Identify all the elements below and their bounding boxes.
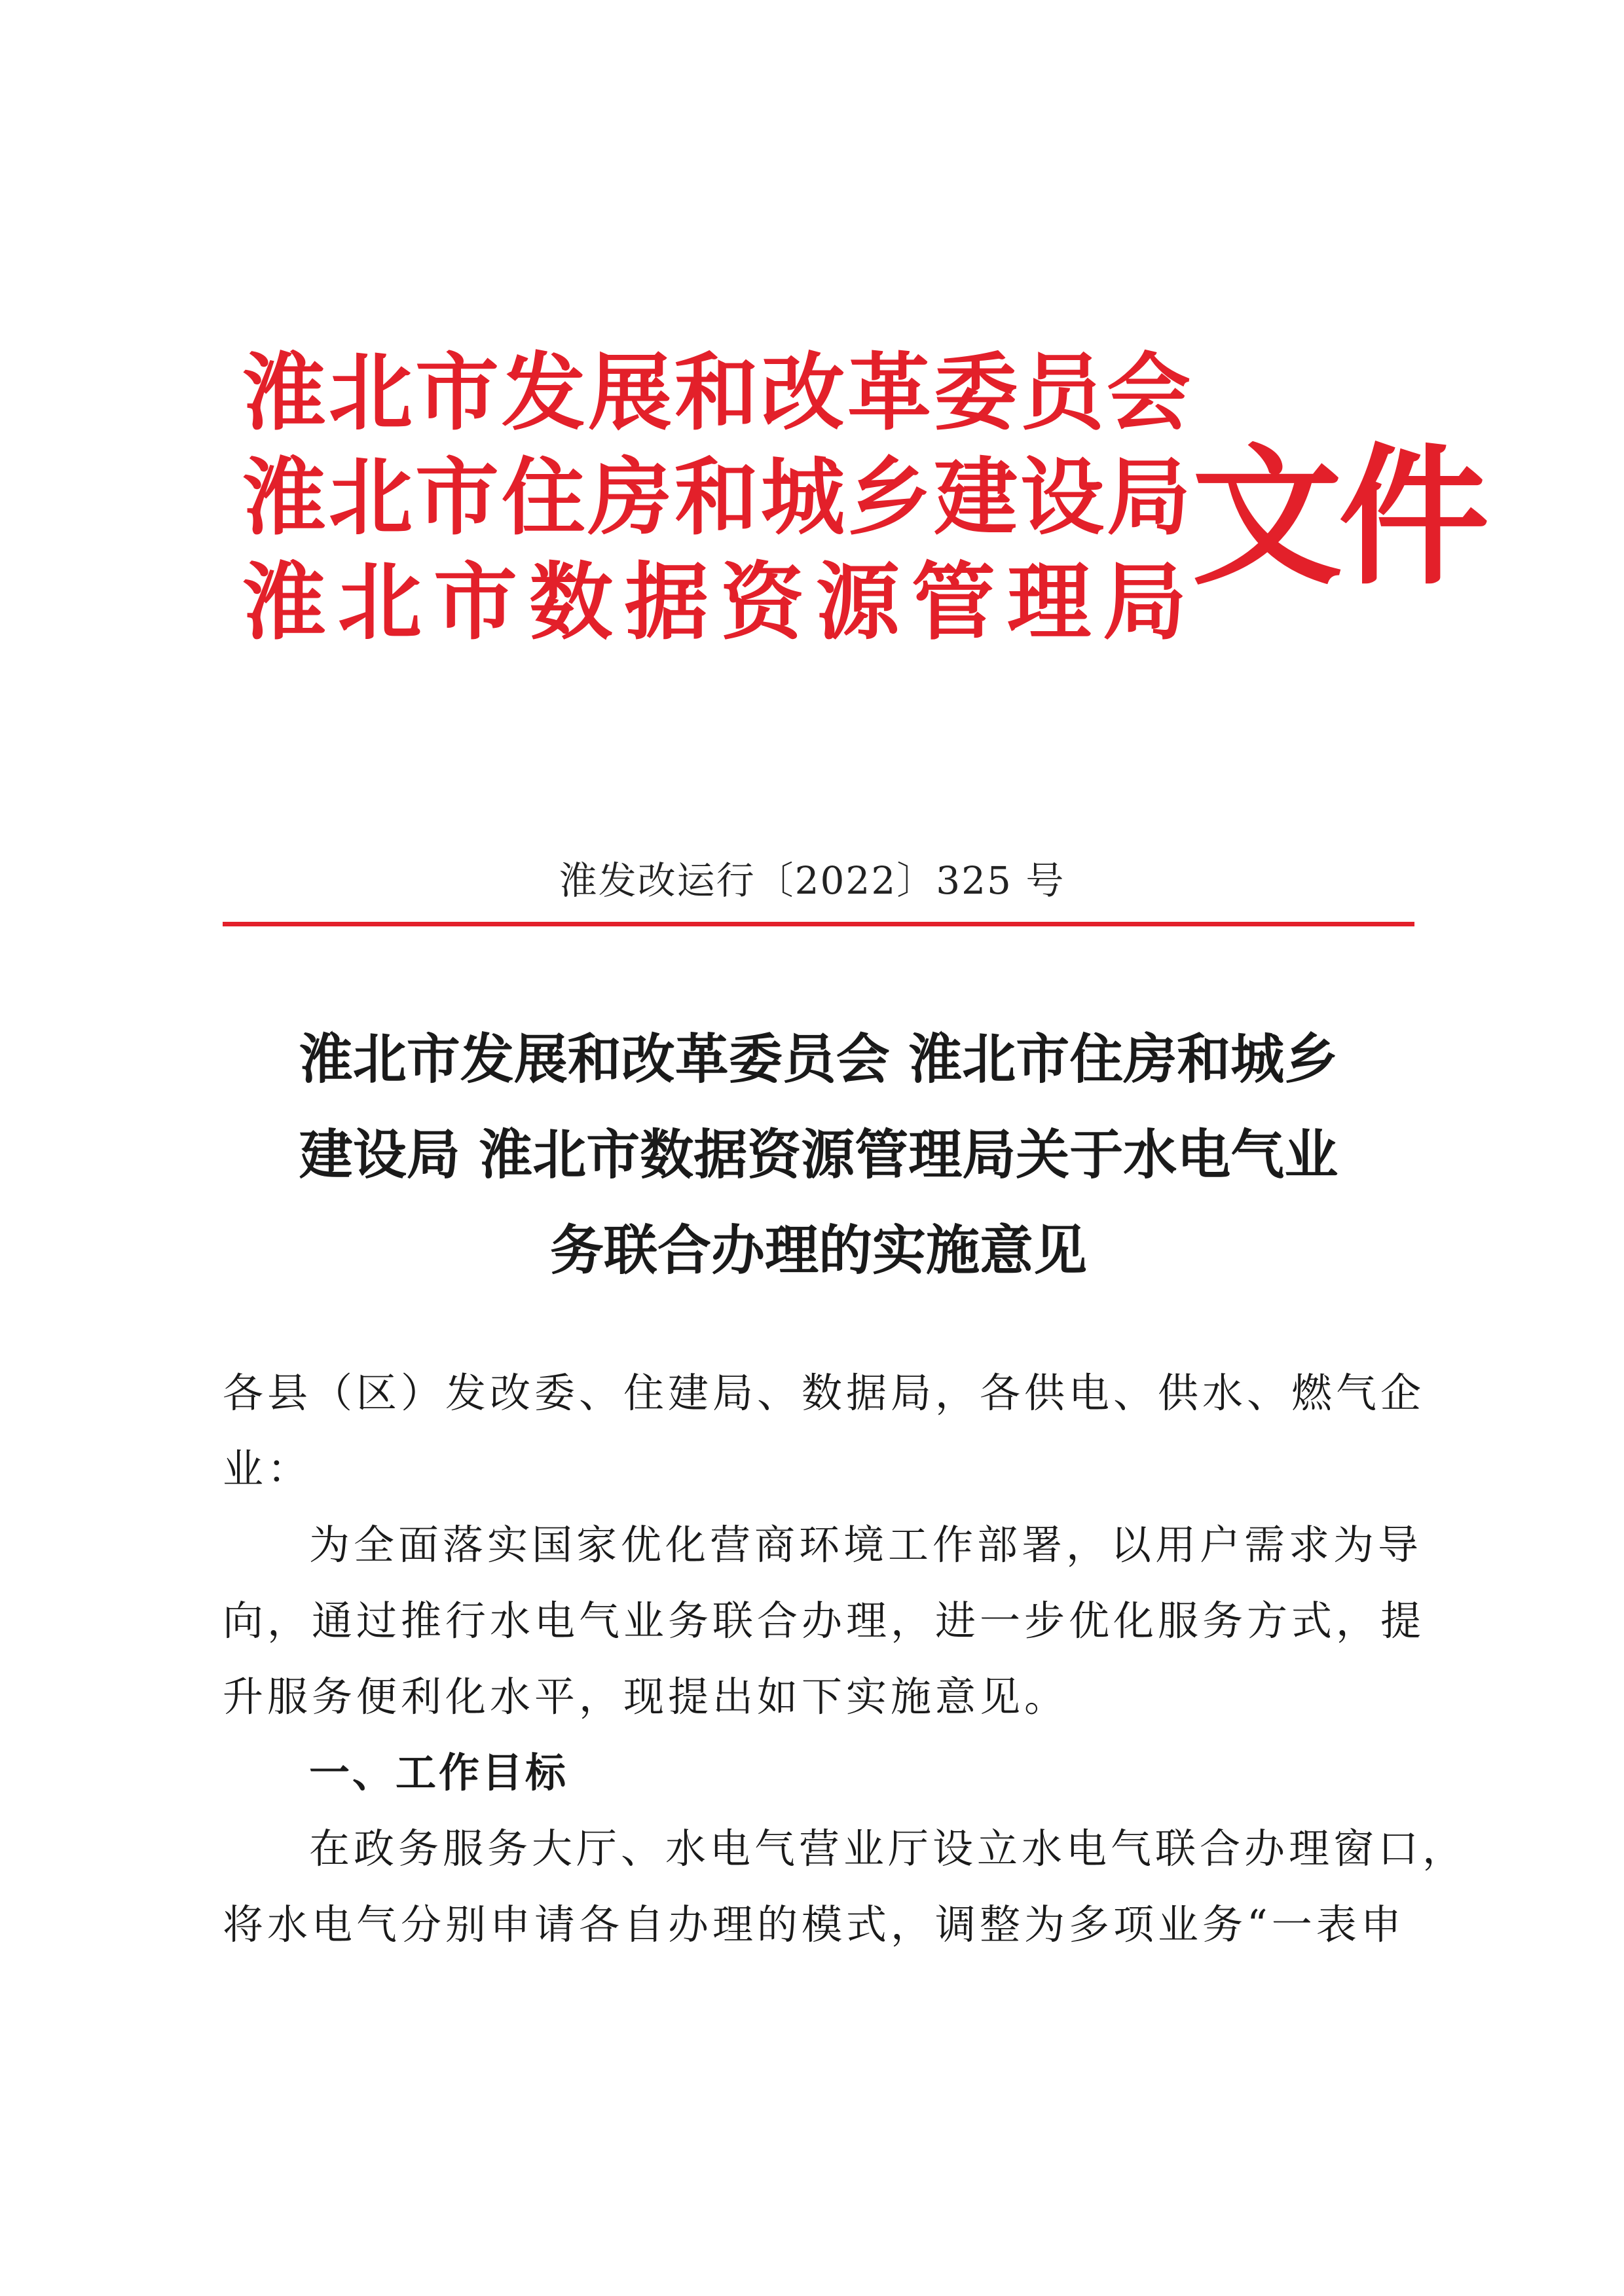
intro-line-1: 为全面落实国家优化营商环境工作部署，以用户需求为导 bbox=[309, 1521, 1423, 1569]
intro-line-3: 升服务便利化水平，现提出如下实施意见。 bbox=[223, 1673, 1069, 1721]
document-header bbox=[242, 340, 1486, 655]
issuing-organizations bbox=[242, 340, 1199, 655]
document-title bbox=[223, 1011, 1414, 1298]
document-body bbox=[223, 1355, 1467, 1963]
addressee-line-2: 业： bbox=[223, 1445, 312, 1493]
issuing-org-1: 淮北市发展和改革委员会 bbox=[242, 344, 1194, 442]
issuing-org-3: 淮北市数据资源管理局 bbox=[242, 553, 1199, 651]
section1-line-2: 将水电气分别申请各自办理的模式，调整为多项业务“一表申 bbox=[223, 1901, 1405, 1948]
intro-line-2: 向，通过推行水电气业务联合办理，进一步优化服务方式，提 bbox=[223, 1597, 1426, 1645]
document-type-label: 文件 bbox=[1192, 429, 1486, 606]
addressee-line-1: 各县（区）发改委、住建局、数据局，各供电、供水、燃气企 bbox=[223, 1369, 1426, 1417]
issuing-org-2: 淮北市住房和城乡建设局 bbox=[242, 448, 1194, 547]
document-number: 淮发改运行〔2022〕325 号 bbox=[559, 858, 1065, 903]
title-line-1: 淮北市发展和改革委员会 淮北市住房和城乡 bbox=[299, 1028, 1338, 1091]
title-line-3: 务联合办理的实施意见 bbox=[549, 1219, 1087, 1282]
title-line-2: 建设局 淮北市数据资源管理局关于水电气业 bbox=[299, 1123, 1338, 1186]
red-divider bbox=[223, 922, 1414, 926]
section-heading-1: 一、工作目标 bbox=[309, 1749, 569, 1796]
section1-line-1: 在政务服务大厅、水电气营业厅设立水电气联合办理窗口， bbox=[309, 1825, 1467, 1872]
